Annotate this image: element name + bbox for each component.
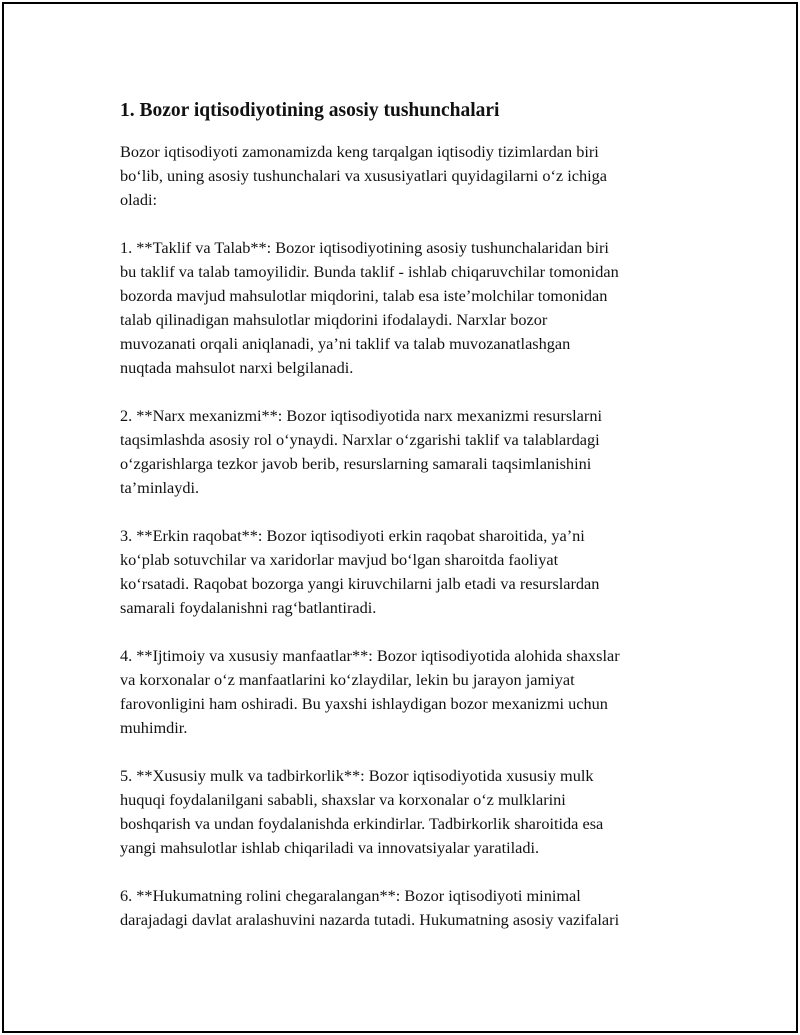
text-line: nuqtada mahsulot narxi belgilanadi.: [120, 358, 354, 377]
text-line: bu taklif va talab tamoyilidir. Bunda taklif - ishlab chiqaruvchilar tomonidan: [120, 262, 619, 281]
text-line: darajadagi davlat aralashuvini nazarda tutadi. Hukumatning asosiy vazifalari: [120, 910, 620, 929]
paragraph: [120, 644, 700, 740]
text-line: Bozor iqtisodiyoti zamonamizda keng tarqalgan iqtisodiy tizimlardan biri: [120, 142, 599, 161]
text-line: va korxonalar o‘z manfaatlarini ko‘zlaydilar, lekin bu jarayon jamiyat: [120, 670, 575, 689]
text-line: oladi:: [120, 190, 158, 209]
text-line: bo‘lib, uning asosiy tushunchalari va xususiyatlari quyidagilarni o‘z ichiga: [120, 166, 607, 185]
text-line: boshqarish va undan foydalanishda erkindirlar. Tadbirkorlik sharoitida esa: [120, 814, 604, 833]
document-content: [120, 98, 700, 956]
text-line: bozorda mavjud mahsulotlar miqdorini, talab esa iste’molchilar tomonidan: [120, 286, 608, 305]
document-body: [120, 140, 700, 932]
paragraph: [120, 404, 700, 500]
text-line: yangi mahsulotlar ishlab chiqariladi va innovatsiyalar yaratiladi.: [120, 838, 540, 857]
text-line: 1. **Taklif va Talab**: Bozor iqtisodiyotining asosiy tushunchalaridan biri: [120, 238, 609, 257]
text-line: 3. **Erkin raqobat**: Bozor iqtisodiyoti erkin raqobat sharoitida, ya’ni: [120, 526, 585, 545]
text-line: huquqi foydalanilgani sababli, shaxslar va korxonalar o‘z mulklarini: [120, 790, 566, 809]
paragraph: [120, 524, 700, 620]
document-title: 1. Bozor iqtisodiyotining asosiy tushunchalari: [120, 100, 500, 121]
text-line: muhimdir.: [120, 718, 188, 737]
text-line: taqsimlashda asosiy rol o‘ynaydi. Narxlar o‘zgarishi taklif va talablardagi: [120, 430, 600, 449]
text-line: ko‘plab sotuvchilar va xaridorlar mavjud bo‘lgan sharoitda faoliyat: [120, 550, 559, 569]
text-line: 2. **Narx mexanizmi**: Bozor iqtisodiyotida narx mexanizmi resurslarni: [120, 406, 602, 425]
document-page: [2, 2, 798, 1033]
paragraph: [120, 140, 700, 212]
text-line: 6. **Hukumatning rolini chegaralangan**: Bozor iqtisodiyoti minimal: [120, 886, 581, 905]
text-line: muvozanati orqali aniqlanadi, ya’ni taklif va talab muvozanatlashgan: [120, 334, 571, 353]
text-line: 4. **Ijtimoiy va xususiy manfaatlar**: Bozor iqtisodiyotida alohida shaxslar: [120, 646, 620, 665]
paragraph: [120, 236, 700, 380]
text-line: ta’minlaydi.: [120, 478, 200, 497]
text-line: farovonligini ham oshiradi. Bu yaxshi ishlaydigan bozor mexanizmi uchun: [120, 694, 608, 713]
text-line: 5. **Xususiy mulk va tadbirkorlik**: Bozor iqtisodiyotida xususiy mulk: [120, 766, 594, 785]
text-line: ko‘rsatadi. Raqobat bozorga yangi kiruvchilarni jalb etadi va resurslardan: [120, 574, 600, 593]
paragraph: [120, 764, 700, 860]
text-line: talab qilinadigan mahsulotlar miqdorini ifodalaydi. Narxlar bozor: [120, 310, 548, 329]
text-line: samarali foydalanishni rag‘batlantiradi.: [120, 598, 377, 617]
text-line: o‘zgarishlarga tezkor javob berib, resurslarning samarali taqsimlanishini: [120, 454, 592, 473]
paragraph: [120, 884, 700, 932]
